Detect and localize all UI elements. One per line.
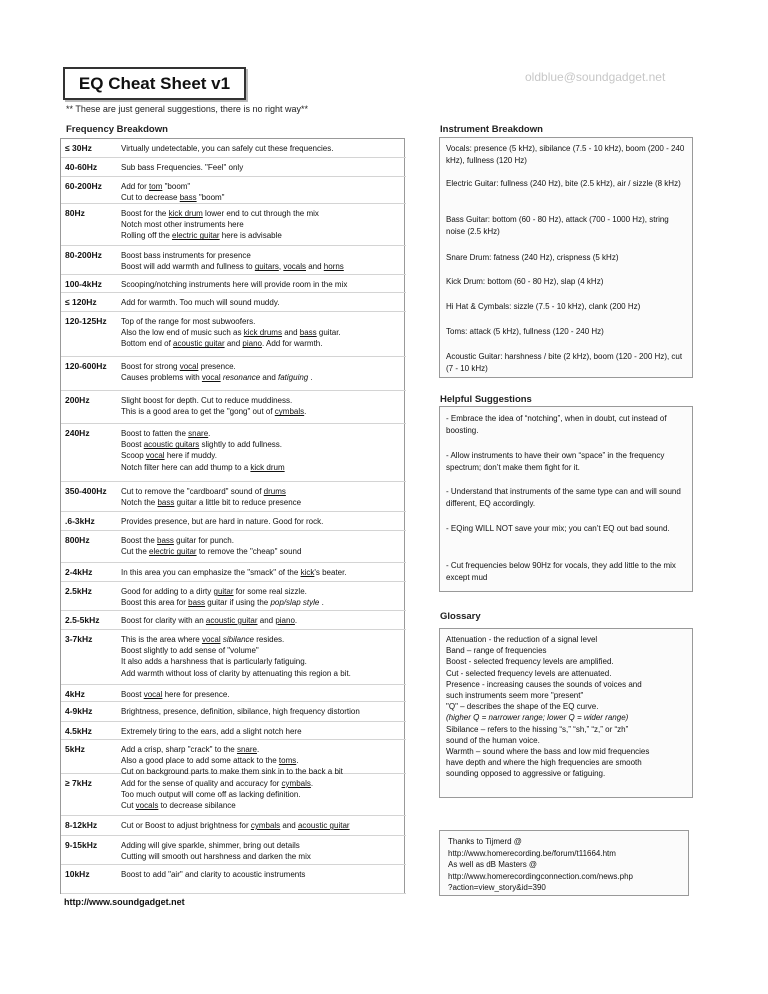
frequency-row bbox=[61, 816, 406, 836]
description-line: Notch filter here can add thump to a kick drum bbox=[121, 462, 285, 472]
frequency-row bbox=[61, 177, 406, 204]
description-line: Cut the electric guitar to remove the "cheap" sound bbox=[121, 547, 302, 557]
glossary-heading: Glossary bbox=[440, 611, 481, 622]
description-line: Add a crisp, sharp "crack" to the snare. bbox=[121, 745, 260, 754]
glossary-box bbox=[439, 628, 693, 798]
frequency-range: 800Hz bbox=[65, 535, 90, 545]
frequency-description bbox=[121, 279, 404, 290]
frequency-row bbox=[61, 293, 406, 312]
description-line: Boost the bass guitar for punch. bbox=[121, 536, 234, 545]
suggestion-item: - Embrace the idea of “notching”, when in doubt, cut instead of boosting. bbox=[446, 414, 667, 435]
frequency-description bbox=[121, 486, 404, 508]
glossary-line: sounding opposed to aggressive or fatiguing. bbox=[446, 769, 606, 779]
frequency-range: 60-200Hz bbox=[65, 181, 102, 191]
description-line: It also adds a harshness that is particularly fatiguing. bbox=[121, 657, 307, 667]
frequency-row bbox=[61, 204, 406, 246]
description-line: Sub bass Frequencies. "Feel" only bbox=[121, 163, 244, 172]
frequency-row bbox=[61, 391, 406, 424]
frequency-description bbox=[121, 535, 404, 557]
description-line: Brightness, presence, definition, sibilance, high frequency distortion bbox=[121, 707, 360, 716]
frequency-range: 80-200Hz bbox=[65, 250, 102, 260]
frequency-description bbox=[121, 316, 404, 350]
frequency-description bbox=[121, 361, 404, 383]
description-line: Bottom end of acoustic guitar and piano. Add for warmth. bbox=[121, 339, 323, 349]
description-line: Boost for clarity with an acoustic guitar and piano. bbox=[121, 616, 298, 625]
thanks-line[interactable]: http://www.homerecording.be/forum/t11664.htm bbox=[448, 848, 616, 858]
thanks-line[interactable]: ?action=view_story&id=390 bbox=[448, 883, 546, 892]
thanks-line: Thanks to Tijmerd @ bbox=[448, 837, 522, 846]
frequency-description bbox=[121, 395, 404, 417]
glossary-line: Sibilance – refers to the hissing “s,” “sh,” “z,” or “zh” bbox=[446, 724, 629, 734]
frequency-range: 9-15kHz bbox=[65, 840, 98, 850]
frequency-row bbox=[61, 357, 406, 391]
frequency-description bbox=[121, 840, 404, 862]
frequency-description bbox=[121, 162, 404, 173]
frequency-range: 240Hz bbox=[65, 428, 90, 438]
frequency-row bbox=[61, 512, 406, 531]
description-line: Scoop vocal here if muddy. bbox=[121, 451, 217, 461]
frequency-range: 5kHz bbox=[65, 744, 85, 754]
frequency-range: 2-4kHz bbox=[65, 567, 93, 577]
description-line: Cut to decrease bass "boom" bbox=[121, 193, 225, 203]
author-email: oldblue@soundgadget.net bbox=[525, 70, 666, 84]
frequency-description bbox=[121, 567, 404, 578]
instrument-heading: Instrument Breakdown bbox=[440, 124, 543, 135]
frequency-range: 80Hz bbox=[65, 208, 85, 218]
frequency-range: 120-125Hz bbox=[65, 316, 107, 326]
frequency-description bbox=[121, 778, 404, 812]
description-line: Boost acoustic guitars slightly to add fullness. bbox=[121, 440, 282, 450]
frequency-range: .6-3kHz bbox=[65, 516, 95, 526]
description-line: Scooping/notching instruments here will provide room in the mix bbox=[121, 280, 348, 289]
frequency-row bbox=[61, 582, 406, 611]
frequency-description bbox=[121, 869, 404, 880]
description-line: Top of the range for most subwoofers. bbox=[121, 317, 256, 326]
frequency-range: 8-12kHz bbox=[65, 820, 98, 830]
frequency-range: 120-600Hz bbox=[65, 361, 107, 371]
description-line: Also a good place to add some attack to the toms. bbox=[121, 756, 299, 766]
description-line: Boost for strong vocal presence. bbox=[121, 362, 236, 371]
glossary-line: such instruments seem more "present" bbox=[446, 691, 584, 701]
description-line: Cut or Boost to adjust brightness for cymbals and acoustic guitar bbox=[121, 821, 350, 830]
frequency-row bbox=[61, 563, 406, 582]
footer-url[interactable]: http://www.soundgadget.net bbox=[64, 897, 185, 907]
instrument-item: Acoustic Guitar: harshness / bite (2 kHz), boom (120 - 200 Hz), cut (7 - 10 kHz) bbox=[446, 352, 683, 373]
description-line: Extremely tiring to the ears, add a slight notch here bbox=[121, 727, 302, 736]
frequency-row bbox=[61, 531, 406, 563]
frequency-range: 4.5kHz bbox=[65, 726, 92, 736]
description-line: Boost to add "air" and clarity to acoustic instruments bbox=[121, 870, 306, 879]
frequency-description bbox=[121, 634, 404, 679]
instrument-item: Bass Guitar: bottom (60 - 80 Hz), attack (700 - 1000 Hz), string noise (2.5 kHz) bbox=[446, 215, 669, 236]
frequency-range: 200Hz bbox=[65, 395, 90, 405]
description-line: Good for adding to a dirty guitar for some real sizzle. bbox=[121, 587, 307, 596]
instrument-box bbox=[439, 137, 693, 378]
frequency-row bbox=[61, 139, 406, 158]
frequency-heading: Frequency Breakdown bbox=[66, 124, 168, 135]
description-line: Add for warmth. Too much will sound muddy. bbox=[121, 298, 280, 307]
description-line: This is a good area to get the "gong" out of cymbals. bbox=[121, 407, 307, 417]
suggestions-box bbox=[439, 406, 693, 592]
description-line: Virtually undetectable, you can safely cut these frequencies. bbox=[121, 144, 334, 153]
frequency-range: 2.5-5kHz bbox=[65, 615, 100, 625]
frequency-range: ≤ 120Hz bbox=[65, 297, 97, 307]
frequency-row bbox=[61, 740, 406, 777]
description-line: Cut vocals to decrease sibilance bbox=[121, 801, 236, 811]
frequency-description bbox=[121, 181, 404, 203]
frequency-row bbox=[61, 482, 406, 512]
description-line: Cutting will smooth out harshness and darken the mix bbox=[121, 852, 311, 862]
glossary-line: have depth and where the high frequencies are smooth bbox=[446, 758, 642, 768]
instrument-item: Electric Guitar: fullness (240 Hz), bite (2.5 kHz), air / sizzle (8 kHz) bbox=[446, 179, 681, 188]
instrument-item: Vocals: presence (5 kHz), sibilance (7.5 - 10 kHz), boom (200 - 240 kHz), fullness (120 Hz) bbox=[446, 144, 685, 165]
frequency-row bbox=[61, 836, 406, 865]
suggestion-item: - Allow instruments to have their own “space” in the frequency spectrum; don’t make them fight for it. bbox=[446, 451, 665, 472]
frequency-description bbox=[121, 820, 404, 831]
instrument-item: Toms: attack (5 kHz), fullness (120 - 240 Hz) bbox=[446, 327, 604, 336]
frequency-row bbox=[61, 685, 406, 702]
frequency-row bbox=[61, 611, 406, 630]
frequency-table bbox=[60, 138, 405, 894]
disclaimer: ** These are just general suggestions, there is no right way** bbox=[66, 104, 308, 114]
frequency-range: 350-400Hz bbox=[65, 486, 107, 496]
frequency-description bbox=[121, 615, 404, 626]
frequency-range: 2.5kHz bbox=[65, 586, 92, 596]
description-line: Boost this area for bass guitar if using the pop/slap style . bbox=[121, 598, 324, 608]
description-line: Boost will add warmth and fullness to guitars, vocals and horns bbox=[121, 262, 344, 272]
description-line: Also the low end of music such as kick drums and bass guitar. bbox=[121, 328, 341, 338]
description-line: Notch most other instruments here bbox=[121, 220, 244, 230]
suggestion-item: - EQing WILL NOT save your mix; you can’t EQ out bad sound. bbox=[446, 524, 670, 533]
description-line: In this area you can emphasize the "smack" of the kick's beater. bbox=[121, 568, 347, 577]
description-line: Adding will give sparkle, shimmer, bring out details bbox=[121, 841, 300, 850]
glossary-line: "Q" – describes the shape of the EQ curve. bbox=[446, 702, 599, 712]
frequency-description bbox=[121, 726, 404, 737]
frequency-description bbox=[121, 689, 404, 700]
frequency-row bbox=[61, 774, 406, 816]
description-line: Boost to fatten the snare. bbox=[121, 429, 211, 438]
page-title: EQ Cheat Sheet v1 bbox=[63, 67, 246, 100]
frequency-range: 100-4kHz bbox=[65, 279, 102, 289]
description-line: Boost slightly to add sense of "volume" bbox=[121, 646, 259, 656]
frequency-description bbox=[121, 586, 404, 608]
frequency-range: 4-9kHz bbox=[65, 706, 93, 716]
description-line: Cut on background parts to make them sink in to the back a bit bbox=[121, 767, 343, 777]
glossary-line: Cut - selected frequency levels are attenuated. bbox=[446, 668, 612, 678]
frequency-row bbox=[61, 158, 406, 177]
thanks-line: As well as dB Masters @ bbox=[448, 860, 538, 869]
frequency-row bbox=[61, 246, 406, 275]
description-line: Add for the sense of quality and accuracy for cymbals. bbox=[121, 779, 314, 788]
description-line: Add warmth without loss of clarity by attenuating this region a bit. bbox=[121, 668, 351, 678]
frequency-description bbox=[121, 250, 404, 272]
instrument-item: Snare Drum: fatness (240 Hz), crispness (5 kHz) bbox=[446, 253, 619, 262]
frequency-row bbox=[61, 424, 406, 482]
frequency-range: 4kHz bbox=[65, 689, 85, 699]
glossary-line: Presence - increasing causes the sounds of voices and bbox=[446, 679, 642, 689]
frequency-row bbox=[61, 275, 406, 293]
instrument-item: Kick Drum: bottom (60 - 80 Hz), slap (4 kHz) bbox=[446, 277, 604, 286]
frequency-range: 3-7kHz bbox=[65, 634, 93, 644]
frequency-row bbox=[61, 865, 406, 894]
glossary-line: Band – range of frequencies bbox=[446, 646, 547, 656]
frequency-description bbox=[121, 706, 404, 717]
thanks-box bbox=[439, 830, 689, 896]
frequency-range: 10kHz bbox=[65, 869, 90, 879]
glossary-line: Boost - selected frequency levels are amplified. bbox=[446, 657, 614, 667]
frequency-range: ≤ 30Hz bbox=[65, 143, 92, 153]
glossary-line: Warmth – sound where the bass and low mid frequencies bbox=[446, 747, 650, 757]
frequency-description bbox=[121, 143, 404, 154]
frequency-range: ≥ 7kHz bbox=[65, 778, 92, 788]
description-line: Slight boost for depth. Cut to reduce muddiness. bbox=[121, 396, 293, 405]
glossary-line: (higher Q = narrower range; lower Q = wider range) bbox=[446, 713, 629, 723]
frequency-description bbox=[121, 428, 404, 473]
thanks-line[interactable]: http://www.homerecordingconnection.com/news.php bbox=[448, 871, 633, 881]
frequency-row bbox=[61, 630, 406, 685]
description-line: Notch the bass guitar a little bit to reduce presence bbox=[121, 498, 302, 508]
suggestion-item: - Understand that instruments of the same type can and will sound different, EQ accordingly. bbox=[446, 487, 681, 508]
glossary-line: Attenuation - the reduction of a signal level bbox=[446, 635, 598, 644]
instrument-item: Hi Hat & Cymbals: sizzle (7.5 - 10 kHz), clank (200 Hz) bbox=[446, 302, 641, 311]
frequency-row bbox=[61, 312, 406, 357]
frequency-row bbox=[61, 722, 406, 740]
description-line: Causes problems with vocal resonance and fatiguing . bbox=[121, 373, 313, 383]
description-line: Boost for the kick drum lower end to cut through the mix bbox=[121, 209, 319, 218]
frequency-description bbox=[121, 297, 404, 308]
description-line: Rolling off the electric guitar here is advisable bbox=[121, 231, 282, 241]
description-line: Too much output will come off as lacking definition. bbox=[121, 790, 301, 800]
description-line: Provides presence, but are hard in nature. Good for rock. bbox=[121, 517, 324, 526]
suggestion-item: - Cut frequencies below 90Hz for vocals, they add little to the mix except mud bbox=[446, 561, 676, 582]
description-line: This is the area where vocal sibilance resides. bbox=[121, 635, 285, 644]
frequency-range: 40-60Hz bbox=[65, 162, 98, 172]
frequency-description bbox=[121, 744, 404, 778]
glossary-line: sound of the human voice. bbox=[446, 735, 540, 745]
description-line: Boost vocal here for presence. bbox=[121, 690, 230, 699]
suggestions-heading: Helpful Suggestions bbox=[440, 394, 532, 405]
frequency-row bbox=[61, 702, 406, 722]
description-line: Add for tom "boom" bbox=[121, 182, 191, 191]
description-line: Boost bass instruments for presence bbox=[121, 251, 251, 260]
description-line: Cut to remove the "cardboard" sound of drums bbox=[121, 487, 286, 496]
frequency-description bbox=[121, 208, 404, 242]
frequency-description bbox=[121, 516, 404, 527]
